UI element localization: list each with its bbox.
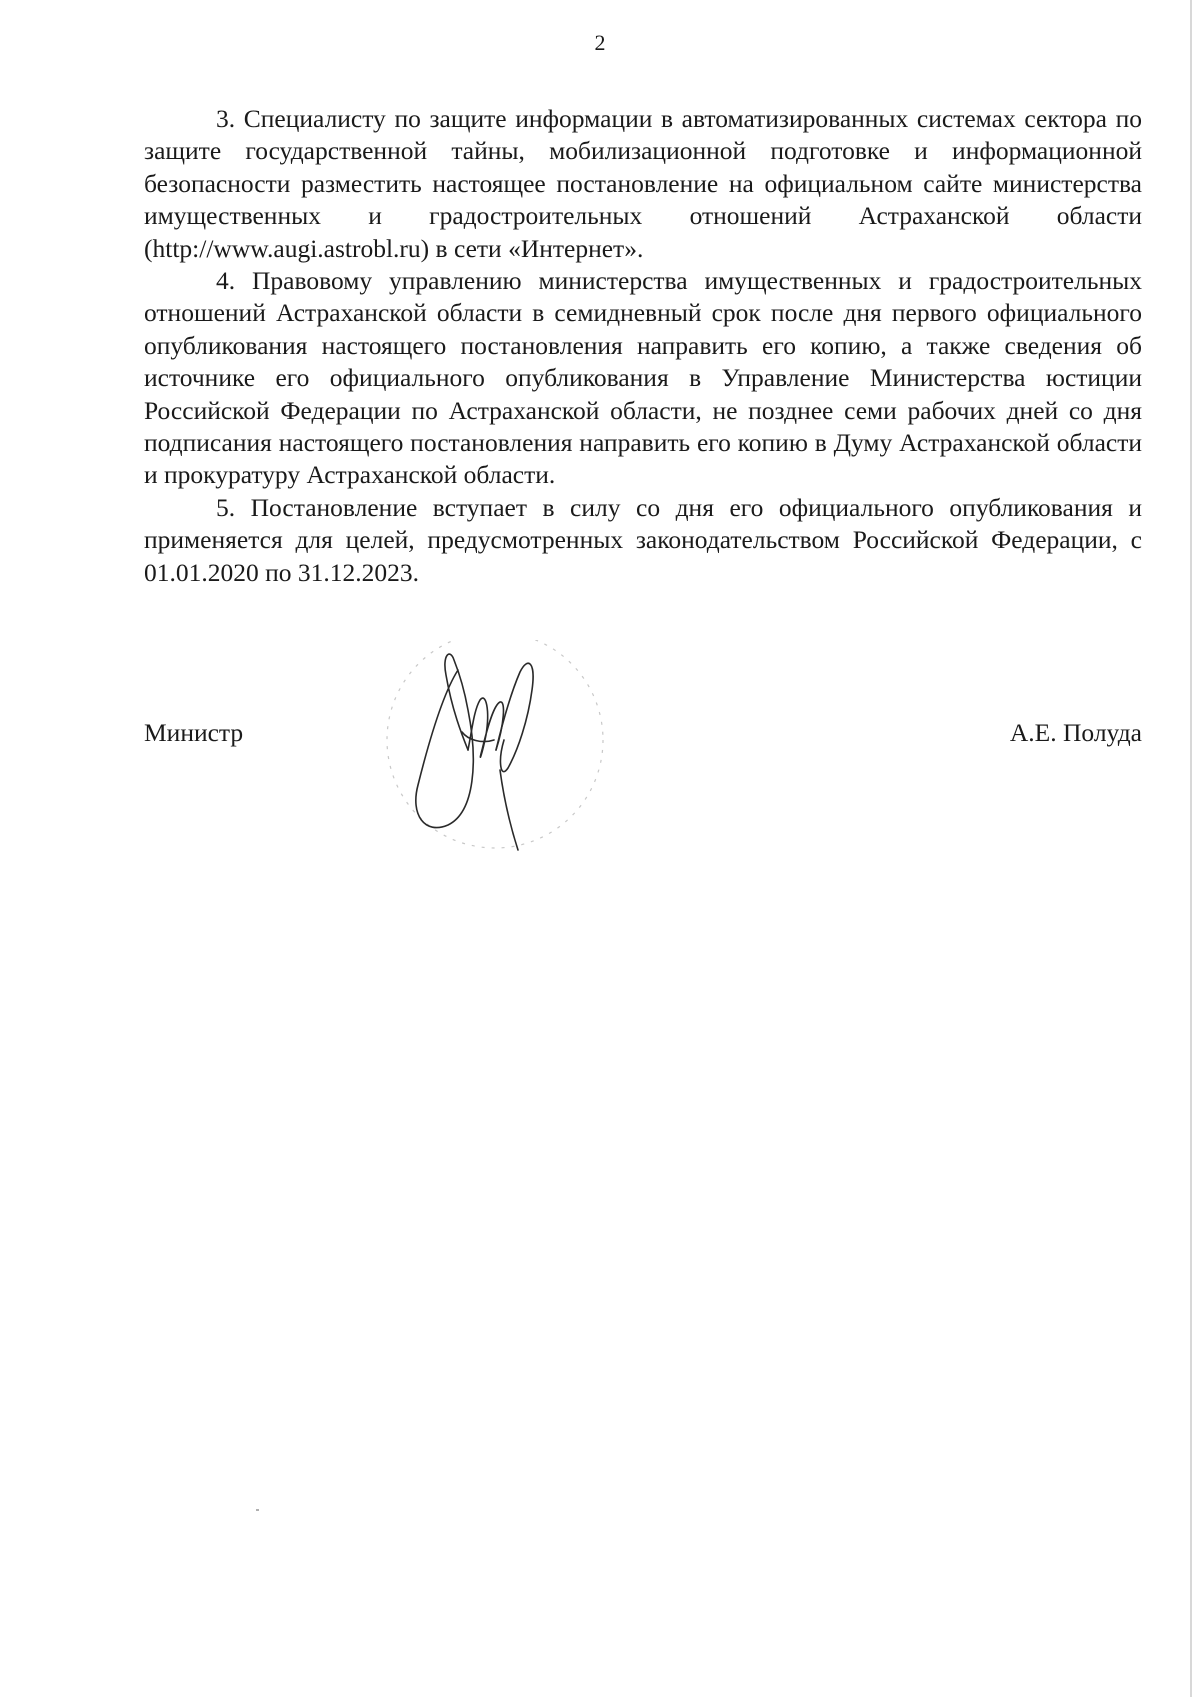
scan-edge-line xyxy=(1190,0,1192,1697)
paragraph-4: 4. Правовому управлению министерства имущественных и градостроительных отношений Астраханской области в семидневный срок после дня первого официального опубликования настоящего постановления направить его копию, а также сведения об источнике его официального опубликования в Управление Министерства юстиции Российской Федерации по Астраханской области, не позднее семи рабочих дней со дня подписания настоящего постановления направить его копию в Думу Астраханской области и прокуратуру Астраханской области. xyxy=(144,266,1142,490)
signature-block xyxy=(144,718,1142,758)
handwritten-signature xyxy=(370,640,620,890)
scan-speck xyxy=(256,1509,259,1511)
signatory-title: Министр xyxy=(144,718,244,747)
paragraph-3: 3. Специалисту по защите информации в автоматизированных системах сектора по защите государственной тайны, мобилизационной подготовке и информационной безопасности разместить настоящее постановление на официальном сайте министерства имущественных и градостроительных отношений Астраханской области (http://www.augi.astrobl.ru) в сети «Интернет». xyxy=(144,104,1142,263)
page-number: 2 xyxy=(594,30,606,55)
signatory-name: А.Е. Полуда xyxy=(1009,718,1142,747)
document-body xyxy=(144,103,1142,589)
paragraph-5: 5. Постановление вступает в силу со дня его официального опубликования и применяется для целей, предусмотренных законодательством Российской Федерации, с 01.01.2020 по 31.12.2023. xyxy=(144,492,1142,587)
